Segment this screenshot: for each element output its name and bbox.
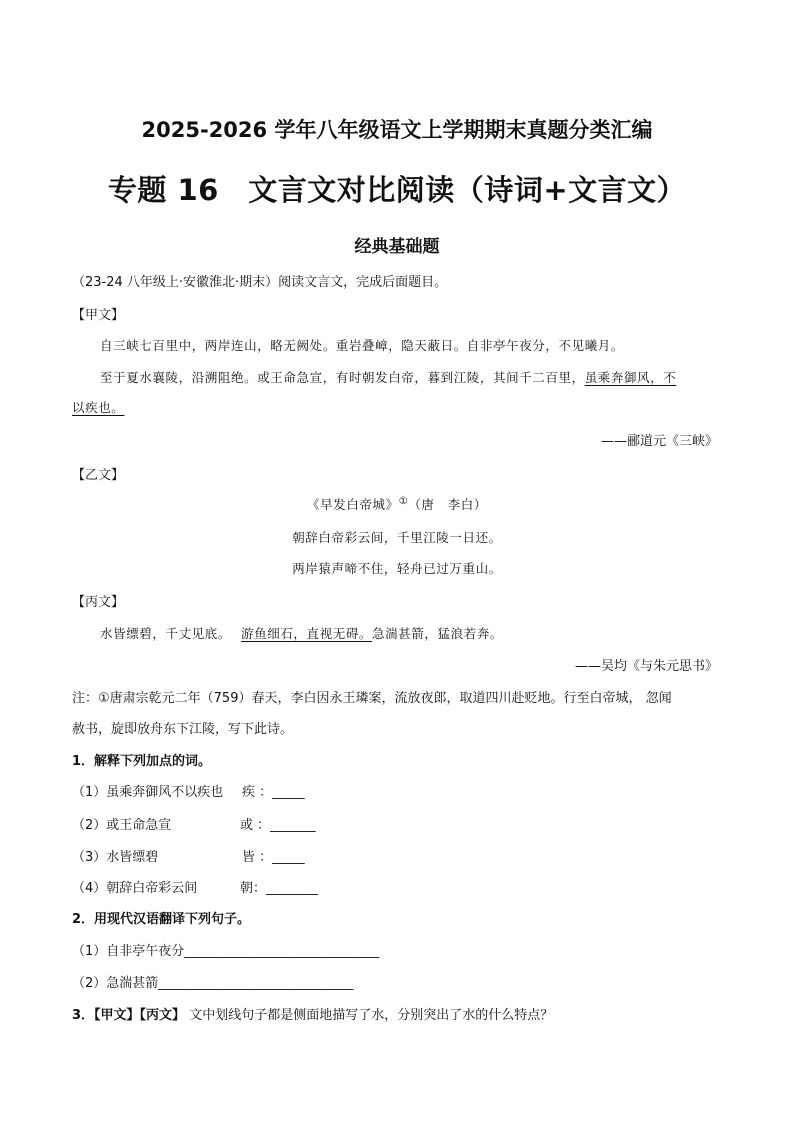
poem-heading [0, 495, 794, 513]
intro-text: （23-24 八年级上·安徽淮北·期末）阅读文言文，完成后面题目。 [72, 275, 448, 290]
bing-text-2: 急湍甚箭，猛浪若奔。 [372, 626, 504, 641]
jia-underlined-sentence: 虽乘奔御风，不 [584, 370, 677, 385]
poem-title: 《早发白帝城》 [307, 497, 399, 512]
bing-text-1: 水皆缥碧，千丈见底。 [100, 626, 232, 641]
jia-underlined-sentence-cont: 以疾也。 [72, 400, 125, 415]
question-1-item-2: （2）或王命急宣 [72, 818, 172, 833]
question-2-item-2[interactable]: （2）急湍甚箭______________________________ [72, 976, 354, 991]
jia-paragraph-2-text: 至于夏水襄陵，沿溯阻绝。或王命急宣，有时朝发白帝，暮到江陵，其间千二百里， [100, 370, 585, 385]
question-1-title: 1．解释下列加点的词。 [72, 754, 212, 769]
question-1-item-2-blank[interactable]: 或 ：_______ [240, 818, 316, 833]
question-1-item-4: （4）朝辞白帝彩云间 [72, 881, 198, 896]
question-2-item-1[interactable]: （1）自非亭午夜分______________________________ [72, 944, 380, 959]
poem-author: （唐 李白） [408, 497, 487, 512]
annotation-line-1: 注：①唐肃宗乾元二年（759）春天，李白因永王璘案，流放夜郎，取道四川赴贬地。行至白帝城， 忽闻 [72, 691, 672, 706]
jia-paragraph-1: 自三峡七百里中，两岸连山，略无阙处。重岩叠嶂，隐天蔽日。自非亭午夜分，不见曦月。 [100, 338, 625, 353]
jia-source: ——郦道元《三峡》 [600, 434, 718, 449]
question-1-item-1-blank[interactable]: 疾 ：_____ [242, 785, 305, 800]
poem-line-2: 两岸猿声啼不住，轻舟已过万重山。 [292, 561, 502, 576]
note-marker: ① [398, 495, 409, 507]
poem-line-1: 朝辞白帝彩云间，千里江陵一日还。 [292, 530, 502, 545]
document-title: 2025-2026 学年八年级语文上学期期末真题分类汇编 [141, 118, 653, 142]
annotation-line-2: 赦书，旋即放舟东下江陵，写下此诗。 [72, 722, 294, 737]
jia-paragraph-2 [100, 368, 676, 386]
bing-paragraph [100, 624, 503, 642]
bing-underlined-sentence: 游鱼细石，直视无碍。 [241, 626, 373, 641]
question-1-item-3: （3）水皆缥碧 [72, 850, 159, 865]
question-1-item-3-blank[interactable]: 皆 ：_____ [242, 850, 305, 865]
question-3-text: 文中划线句子都是侧面地描写了水，分别突出了水的什么特点？ [185, 1008, 554, 1023]
yi-label: 【乙文】 [72, 468, 125, 483]
question-1-item-4-blank[interactable]: 朝：________ [240, 881, 319, 896]
question-3 [72, 1004, 553, 1023]
question-1-item-1: （1）虽乘奔御风不以疾也 [72, 785, 224, 800]
bing-label: 【丙文】 [72, 595, 125, 610]
topic-title: 专题 16 文言文对比阅读（诗词+文言文） [107, 173, 687, 207]
question-3-tags: 【甲文】【丙文】 [94, 1008, 186, 1023]
section-title: 经典基础题 [354, 237, 440, 257]
question-2-title: 2．用现代汉语翻译下列句子。 [72, 912, 251, 927]
bing-source: ——吴均《与朱元思书》 [574, 659, 718, 674]
jia-label: 【甲文】 [72, 308, 125, 323]
question-3-number: 3． [72, 1008, 95, 1023]
